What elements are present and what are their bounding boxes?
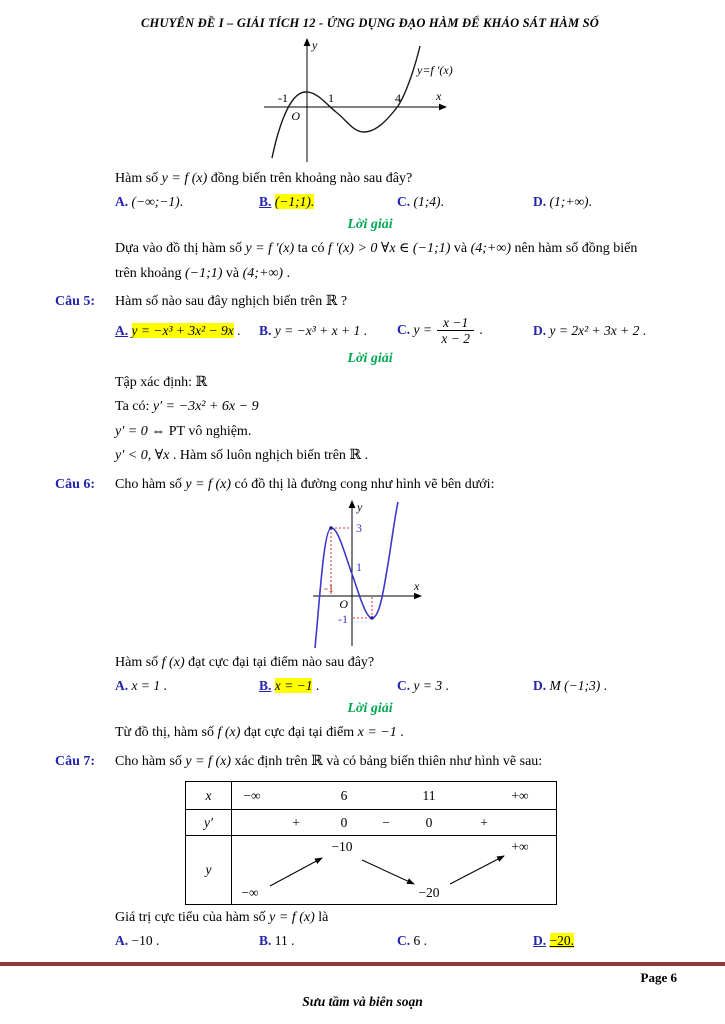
text-run: f (x) [217, 725, 241, 741]
text-run: y′ = 0 ⇔ [115, 423, 169, 439]
footer-rule [0, 962, 725, 966]
option-letter: B. [259, 933, 272, 949]
text-run: . [396, 725, 404, 741]
text-run: . [233, 322, 241, 338]
text-run: . [283, 265, 291, 281]
option-letter: D. [533, 194, 547, 210]
text-run: 11 [274, 933, 288, 949]
text-run: (1;4) [413, 194, 441, 210]
question-number: Câu 5: [55, 294, 96, 310]
question-text [115, 291, 347, 313]
y-axis-label: y [312, 38, 318, 52]
answer-option [533, 930, 685, 952]
text-run: Giá trị cực tiểu của hàm số [115, 910, 270, 926]
text-run: . [312, 678, 320, 694]
question-text [115, 652, 685, 674]
text-run: y′ < 0, ∀x [115, 448, 170, 464]
max-point-dot [329, 526, 333, 530]
x-tick-1: 1 [328, 91, 334, 105]
answer-options-row [115, 191, 685, 213]
text-run: . [360, 322, 367, 338]
text-run: . [588, 194, 592, 210]
text-run: . [475, 321, 483, 337]
text-run: Hàm số nào sau đây nghịch biến trên [115, 294, 326, 310]
text-run: . Hàm số luôn nghịch biến trên [169, 448, 350, 464]
yprime-sign: 0 [340, 814, 348, 830]
yprime-sign: + [292, 814, 300, 830]
x-axis-label: x [436, 89, 442, 103]
answer-option [259, 675, 397, 697]
question-text [115, 907, 685, 929]
text-run: Hàm số [115, 654, 162, 670]
question-6-block [55, 474, 685, 745]
solution-line [115, 722, 685, 744]
text-run: . [639, 322, 647, 338]
text-run: Cho hàm số [115, 476, 186, 492]
text-run: Ta có: [115, 399, 153, 415]
x-axis-arrow-icon [414, 593, 422, 599]
text-run: . [152, 933, 160, 949]
solution-heading: Lời giải [347, 350, 393, 366]
x-value: 6 [340, 787, 348, 803]
option-letter: C. [397, 933, 411, 949]
y-tick-3: 3 [356, 520, 362, 535]
text-run: . [179, 194, 183, 210]
text-run: nên hàm số đồng biến [511, 241, 638, 257]
option-letter: A. [115, 933, 129, 949]
yprime-sign: − [382, 814, 390, 830]
answer-highlight: −20. [549, 933, 574, 949]
text-run: . [160, 678, 167, 694]
x-tick-4: 4 [395, 91, 401, 105]
y-limit-right: +∞ [511, 839, 529, 855]
text-run: (4;+∞) [242, 265, 284, 281]
text-run: Cho hàm số [115, 753, 186, 769]
text-run: . [440, 194, 444, 210]
answer-highlight: x = −1 [274, 678, 313, 694]
option-letter: B. [259, 678, 272, 694]
option-letter: A. [115, 322, 129, 338]
question-text [115, 751, 542, 773]
question-5-block [55, 291, 685, 467]
text-run: và [222, 265, 243, 281]
text-run: x = −1 [357, 725, 397, 741]
figure-cubic-graph [305, 498, 685, 650]
text-run: . [361, 448, 369, 464]
answer-options-row [115, 930, 685, 952]
row-label-yprime: y′ [186, 810, 232, 835]
min-point-dot [370, 616, 374, 620]
option-letter: D. [533, 322, 547, 338]
answer-options-row [115, 315, 685, 347]
origin-label: O [291, 109, 300, 123]
y-axis-arrow-icon [349, 500, 356, 508]
option-letter: A. [115, 194, 129, 210]
question-text [115, 474, 494, 496]
table-row-yprime [186, 810, 556, 836]
text-run: và có bảng biến thiên như hình vẽ sau: [322, 753, 543, 769]
y-tick-neg1: -1 [338, 611, 348, 626]
text-run: Tập xác định: [115, 374, 196, 390]
answer-options-row [115, 675, 685, 697]
x-value: +∞ [511, 787, 529, 803]
question-number: Câu 7: [55, 753, 96, 769]
solution-line [115, 238, 685, 260]
page-footer [0, 960, 725, 1024]
answer-option [259, 930, 397, 952]
text-run: . [600, 678, 607, 694]
text-run: y = 3 [413, 678, 443, 694]
text-run: ℝ [325, 294, 338, 310]
document-header [55, 16, 685, 31]
derivative-graph-svg [250, 34, 485, 166]
text-run: y = [413, 321, 436, 337]
text-run: ℝ [349, 448, 362, 464]
text-run: đạt cực đại tại điểm [240, 725, 358, 741]
text-run: . [420, 933, 427, 949]
x-tick-neg1: -1 [278, 91, 288, 105]
row-label-y: y [186, 836, 232, 904]
row-label-x: x [186, 782, 232, 809]
arrow-up-2 [450, 856, 504, 884]
answer-option [115, 320, 259, 342]
solution-line [115, 372, 685, 394]
solution-line [115, 421, 685, 443]
text-run: y = f (x) [161, 171, 208, 186]
text-run: có đồ thị là đường cong như hình vẽ bên dưới: [230, 476, 495, 492]
text-run: ℝ [311, 753, 323, 769]
text-run: y′ = −3x² + 6x − 9 [152, 399, 259, 415]
text-run: ? [337, 294, 348, 310]
text-run: y = 2x² + 3x + 2 [549, 322, 640, 338]
answer-option [259, 191, 397, 213]
text-run: x = 1 [131, 678, 161, 694]
text-run: (1;+∞) [549, 194, 589, 210]
table-row-y [186, 836, 556, 904]
answer-option [397, 675, 533, 697]
answer-option [533, 191, 685, 213]
text-run: PT vô nghiệm. [168, 423, 252, 439]
text-run: (−∞;−1) [131, 194, 180, 210]
solution-heading: Lời giải [347, 216, 393, 232]
option-letter: A. [115, 678, 129, 694]
figure-derivative-graph [250, 34, 685, 166]
text-run: đạt cực đại tại điểm nào sau đây? [184, 654, 375, 670]
solution-line [115, 396, 685, 418]
answer-option [397, 930, 533, 952]
curve-label: y=f ′(x) [417, 63, 453, 77]
answer-highlight: y = −x³ + 3x² − 9x [131, 322, 234, 338]
cubic-graph-svg [305, 498, 435, 650]
answer-option [259, 320, 397, 342]
y-axis-arrow-icon [304, 38, 311, 46]
table-row-x [186, 782, 556, 810]
text-run: (−1;1) [184, 265, 223, 281]
answer-option [115, 930, 259, 952]
x-axis-arrow-icon [439, 104, 447, 111]
text-run: y = f (x) [185, 476, 231, 492]
solution-heading: Lời giải [347, 700, 393, 716]
text-run: ta có [294, 241, 328, 257]
x-tick-neg1: -1 [324, 580, 334, 595]
yprime-sign: 0 [425, 814, 433, 830]
text-run: là [314, 910, 329, 926]
answer-option [533, 320, 685, 342]
text-run: y = f ′(x) [245, 241, 295, 257]
answer-option [397, 191, 533, 213]
option-letter: D. [533, 678, 547, 694]
arrow-down [362, 860, 414, 884]
origin-label: O [339, 596, 348, 611]
question-number: Câu 6: [55, 476, 96, 492]
text-run: y = −x³ + x + 1 [274, 322, 361, 338]
option-letter: B. [259, 194, 272, 210]
answer-option [397, 315, 533, 347]
text-run: ℝ [195, 374, 208, 390]
text-run: f (x) [161, 654, 185, 670]
text-run: . [442, 678, 449, 694]
text-run: f ′(x) > 0 ∀x ∈ (−1;1) [327, 241, 451, 257]
answer-option [115, 191, 259, 213]
answer-highlight: (−1;1). [274, 194, 315, 210]
y-tick-1: 1 [356, 559, 362, 574]
text-run: đồng biến trên khoảng nào sau đây? [207, 171, 413, 186]
yprime-sign: + [480, 814, 488, 830]
y-local-max: −10 [331, 839, 353, 855]
text-run: và [450, 241, 471, 257]
solution-line [115, 445, 685, 467]
text-run: Dựa vào đồ thị hàm số [115, 241, 246, 257]
option-letter: C. [397, 678, 411, 694]
question-7-block [55, 751, 685, 952]
text-run: xác định trên [230, 753, 312, 769]
fraction: $\frac{x -1}{x - 2}$ [437, 315, 474, 347]
option-letter: B. [259, 322, 272, 338]
text-run: M (−1;3) [549, 678, 601, 694]
option-letter: C. [397, 321, 411, 337]
y-local-min: −20 [418, 885, 440, 901]
option-letter: C. [397, 194, 411, 210]
question-text [115, 168, 685, 190]
text-run: 6 [413, 933, 421, 949]
variation-arrows [232, 836, 556, 904]
y-limit-left: −∞ [241, 885, 259, 901]
solution-line [115, 263, 685, 285]
text-run: −10 [131, 933, 153, 949]
text-run: y = f (x) [269, 910, 315, 926]
text-run: trên khoảng [115, 265, 185, 281]
text-run: . [287, 933, 295, 949]
question-4-block [55, 34, 685, 285]
arrow-up-1 [270, 858, 322, 886]
y-axis-label: y [357, 499, 363, 514]
text-run: (4;+∞) [470, 241, 511, 257]
text-run: Từ đồ thị, hàm số [115, 725, 218, 741]
answer-option [115, 675, 259, 697]
answer-option [533, 675, 685, 697]
text-run: y = f (x) [185, 753, 231, 769]
option-letter: D. [533, 933, 547, 949]
document-title: CHUYÊN ĐỀ I – GIẢI TÍCH 12 - ỨNG DỤNG ĐẠO HÀM ĐỂ KHẢO SÁT HÀM SỐ [141, 16, 599, 30]
x-axis-label: x [414, 578, 420, 593]
x-value: 11 [422, 787, 436, 803]
x-value: −∞ [243, 787, 261, 803]
text-run: Hàm số [115, 171, 162, 186]
credit-line: Sưu tầm và biên soạn [302, 994, 423, 1009]
page-number: Page 6 [640, 970, 677, 985]
variation-table [185, 781, 557, 905]
